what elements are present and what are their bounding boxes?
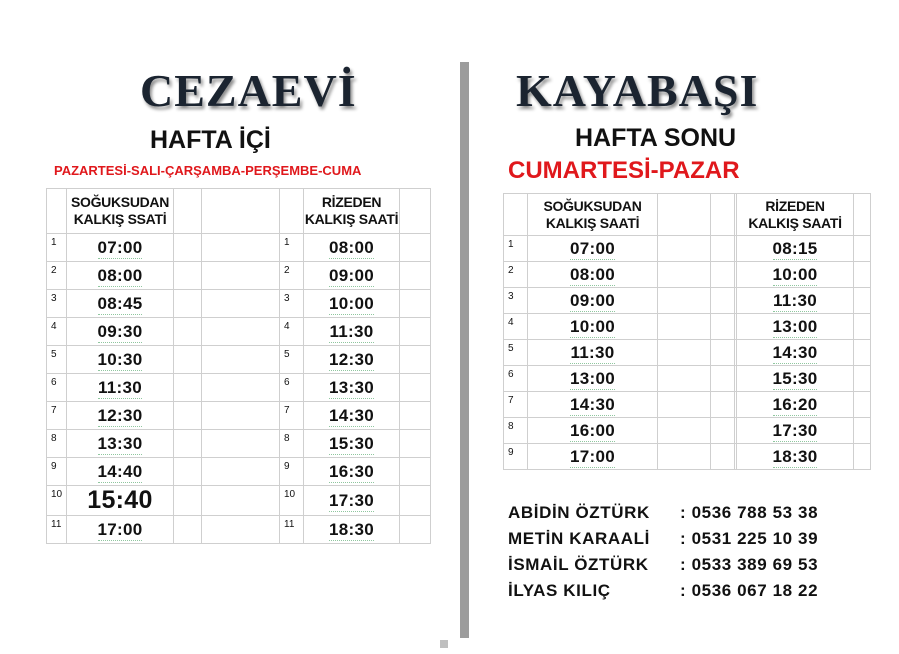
departure-time-soguksu: 13:00 [528,366,658,392]
left-schedule-table [46,188,431,544]
contact-name: ABİDİN ÖZTÜRK [508,503,650,522]
row-number: 4 [504,314,528,340]
departure-time-soguksu: 07:00 [528,236,658,262]
departure-time-soguksu: 13:30 [67,430,174,458]
departure-time-soguksu: 12:30 [67,402,174,430]
row-number: 1 [280,234,304,262]
schedule-row [504,418,871,444]
departure-time-soguksu: 11:30 [528,340,658,366]
row-number: 6 [47,374,67,402]
departure-time-rize: 16:30 [304,458,400,486]
row-number: 3 [47,290,67,318]
row-number: 8 [280,430,304,458]
departure-time-rize: 12:30 [304,346,400,374]
departure-time-rize: 08:15 [737,236,854,262]
row-number: 1 [47,234,67,262]
contact-phone: : 0536 788 53 38 [680,503,819,522]
row-number: 10 [47,486,67,516]
departure-time-soguksu: 17:00 [67,516,174,544]
left-header-row [47,189,431,234]
departure-time-rize: 15:30 [737,366,854,392]
contact-row [508,578,888,604]
departure-time-rize: 14:30 [304,402,400,430]
right-heading: HAFTA SONU [575,124,737,152]
departure-time-soguksu: 17:00 [528,444,658,470]
departure-time-soguksu: 08:00 [67,262,174,290]
departure-time-soguksu: 14:30 [528,392,658,418]
left-heading: HAFTA İÇİ [150,126,271,154]
contact-list [508,500,888,604]
departure-time-soguksu: 08:45 [67,290,174,318]
center-divider [460,62,469,638]
departure-time-rize: 09:00 [304,262,400,290]
departure-time-soguksu: 10:00 [528,314,658,340]
contact-row [508,500,888,526]
departure-time-rize: 11:30 [304,318,400,346]
row-number: 8 [47,430,67,458]
contact-row [508,526,888,552]
row-number: 10 [280,486,304,516]
schedule-row [504,236,871,262]
schedule-row [47,234,431,262]
row-number: 1 [504,236,528,262]
row-number: 3 [280,290,304,318]
schedule-row [47,374,431,402]
schedule-row [504,314,871,340]
departure-time-soguksu: 16:00 [528,418,658,444]
departure-time-rize: 15:30 [304,430,400,458]
contact-name: İLYAS KILIÇ [508,581,611,600]
left-location-title: CEZAEVİ [140,65,357,116]
schedule-row [504,444,871,470]
departure-time-rize: 13:00 [737,314,854,340]
schedule-row [47,290,431,318]
row-number: 6 [504,366,528,392]
departure-time-rize: 18:30 [737,444,854,470]
departure-time-soguksu: 07:00 [67,234,174,262]
schedule-row [47,262,431,290]
corner-mark [440,640,448,648]
schedule-row [47,318,431,346]
departure-time-soguksu: 09:30 [67,318,174,346]
left-days: PAZARTESİ-SALI-ÇARŞAMBA-PERŞEMBE-CUMA [54,163,362,178]
row-number: 9 [47,458,67,486]
contact-row [508,552,888,578]
row-number: 7 [47,402,67,430]
row-number: 9 [504,444,528,470]
row-number: 5 [280,346,304,374]
row-number: 9 [280,458,304,486]
row-number: 2 [504,262,528,288]
row-number: 7 [504,392,528,418]
departure-time-rize: 13:30 [304,374,400,402]
schedule-row [47,486,431,516]
row-number: 6 [280,374,304,402]
row-number: 5 [504,340,528,366]
contact-phone: : 0536 067 18 22 [680,581,819,600]
departure-time-rize: 08:00 [304,234,400,262]
row-number: 2 [280,262,304,290]
row-number: 11 [47,516,67,544]
right-days: CUMARTESİ-PAZAR [508,157,740,184]
schedule-row [47,458,431,486]
schedule-row [47,346,431,374]
contact-phone: : 0531 225 10 39 [680,529,819,548]
departure-time-rize: 11:30 [737,288,854,314]
schedule-row [47,516,431,544]
row-number: 4 [47,318,67,346]
row-number: 5 [47,346,67,374]
schedule-row [504,340,871,366]
schedule-row [47,430,431,458]
departure-time-soguksu: 11:30 [67,374,174,402]
row-number: 11 [280,516,304,544]
left-col2-header: RİZEDEN KALKIŞ SAATİ [304,189,400,234]
row-number: 8 [504,418,528,444]
right-location-title: KAYABAŞI [516,65,759,116]
row-number: 7 [280,402,304,430]
left-col1-header: SOĞUKSUDAN KALKIŞ SSATİ [67,189,174,234]
schedule-row [504,392,871,418]
departure-time-soguksu: 10:30 [67,346,174,374]
right-schedule-table [503,193,871,470]
row-number: 2 [47,262,67,290]
contact-name: METİN KARAALİ [508,529,650,548]
departure-time-soguksu: 08:00 [528,262,658,288]
contact-name: İSMAİL ÖZTÜRK [508,555,649,574]
departure-time-rize: 17:30 [304,486,400,516]
departure-time-soguksu: 15:40 [67,486,174,516]
schedule-row [504,366,871,392]
row-number: 4 [280,318,304,346]
schedule-row [504,262,871,288]
right-col2-header: RİZEDEN KALKIŞ SAATİ [737,194,854,236]
departure-time-rize: 18:30 [304,516,400,544]
schedule-row [504,288,871,314]
departure-time-soguksu: 14:40 [67,458,174,486]
departure-time-soguksu: 09:00 [528,288,658,314]
contact-phone: : 0533 389 69 53 [680,555,819,574]
right-header-row [504,194,871,236]
right-col1-header: SOĞUKSUDAN KALKIŞ SAATİ [528,194,658,236]
departure-time-rize: 10:00 [304,290,400,318]
departure-time-rize: 10:00 [737,262,854,288]
departure-time-rize: 17:30 [737,418,854,444]
schedule-row [47,402,431,430]
departure-time-rize: 16:20 [737,392,854,418]
departure-time-rize: 14:30 [737,340,854,366]
row-number: 3 [504,288,528,314]
